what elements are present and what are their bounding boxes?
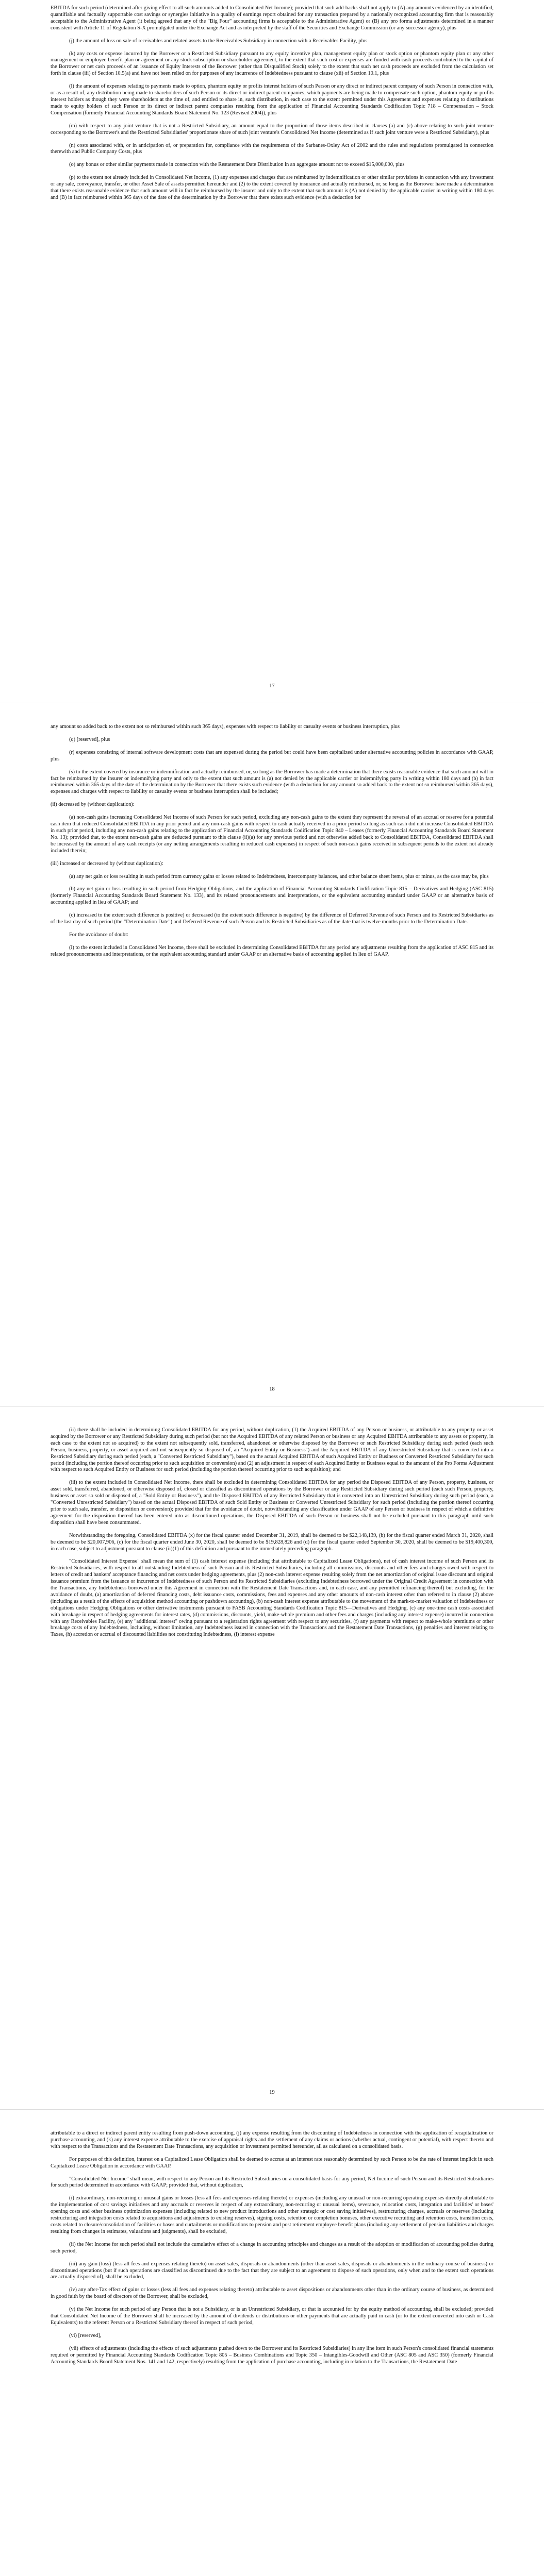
paragraph: (o) any bonus or other similar payments made in connection with the Restatement Date Distribution in an aggregate amount not to exceed $15,000,000, plus [69, 162, 405, 168]
paragraph: (v) the Net Income for such period of any Person that is not a Subsidiary, or is an Unrestricted Subsidiary, or that is accounted for by the equity method of accounting, shall be excluded; provided that Consolidated Net Income of the Borrower shall be increased by the amount of dividends or distributions or other payments that are actually paid in cash (or to the extent converted into cash or Cash Equivalents) to the referent Person or a Restricted Subsidiary thereof in respect of such period, [51, 2307, 493, 2326]
page-body [51, 1427, 493, 1645]
page-body [51, 2130, 493, 2371]
page-number: 17 [269, 683, 275, 689]
document-page-19 [0, 1406, 544, 2110]
paragraph: "Consolidated Interest Expense" shall mean the sum of (1) cash interest expense (including that attributable to Capitalized Lease Obligations), net of cash interest income of such Person and its Restricted Subsidiaries, with respect to all outstanding Indebtedness of such Person and its Restricted Subsidiaries, including all commissions, discounts and other fees and charges owed with respect to letters of credit and bankers' acceptance financing and net costs under hedging agreements, plus (2) non-cash interest expense resulting solely from the net amortization of original issue discount and original issuance premium from the issuance or incurrence of Indebtedness of such Person and its Restricted Subsidiaries (excluding Indebtedness borrowed under the Original Credit Agreement in connection with the Transactions, any Indebtedness borrowed under this Agreement in connection with the Restatement Date Transactions and, in each case, and any permitted refinancing thereof) but excluding, for the avoidance of doubt, (a) amortization of deferred financing costs, debt issuance costs, commissions, fees and expenses and any other amounts of non-cash interest other than referred to in clause (2) above (including as a result of the effects of acquisition method accounting or pushdown accounting), (b) non-cash interest expense attributable to the movement of the mark-to-market valuation of Indebtedness or obligations under Hedging Obligations or other derivative instruments pursuant to FASB Accounting Standards Codification Topic 815—Derivatives and Hedging, (c) any one-time cash costs associated with breakage in respect of hedging agreements for interest rates, (d) commissions, discounts, yield, make-whole premium and other fees and charges (including any interest expense) incurred in connection with any Receivables Facility, (e) any "additional interest" owing pursuant to a registration rights agreement with respect to any securities, (f) any payments with respect to make-whole premiums or other breakage costs of any Indebtedness, including, without limitation, any Indebtedness issued in connection with the Transactions and the Restatement Date Transactions, (g) penalties and interest relating to Taxes, (h) accretion or accrual of discounted liabilities not constituting Indebtedness, (i) interest expense [51, 1558, 493, 1638]
paragraph: (m) with respect to any joint venture that is not a Restricted Subsidiary, an amount equal to the proportion of those items described in clauses (a) and (c) above relating to such joint venture corresponding to the Borrower's and the Restricted Subsidiaries' proportionate share of such joint venture's Consolidated Net Income (determined as if such joint venture were a Restricted Subsidiary), plus [51, 123, 493, 135]
page-body [51, 724, 493, 964]
paragraph: (i) extraordinary, non-recurring or unusual gains or losses (less all fees and expenses relating thereto) or expenses (including any unusual or non-recurring operating expenses directly attributable to the implementation of cost savings initiatives and any accruals or reserves in respect of any extraordinary, non-recurring or unusual items), severance, relocation costs, integration and facilities' or bases' opening costs and other business optimization expenses (including related to new product introductions and other strategic or cost saving initiatives), restructuring charges, accruals or reserves (including restructuring and integration costs related to acquisitions and adjustments to existing reserves), signing costs, retention or completion bonuses, other executive recruiting and retention costs, transition costs, costs related to closure/consolidation of facilities or bases and curtailments or modifications to pension and post retirement employee benefit plans (including any settlement of pension liabilities and charges resulting from changes in estimates, valuations and judgments), shall be excluded, [51, 2195, 493, 2234]
paragraph: (iii) any gain (loss) (less all fees and expenses relating thereto) on asset sales, disposals or abandonments (other than asset sales, disposals or abandonments in the ordinary course of business) or discontinued operations (but if such operations are classified as discontinued due to the fact that they are subject to an agreement to dispose of such operations, only when and to the extent such operations are actually disposed of), shall be excluded, [51, 2261, 493, 2280]
paragraph: (a) non-cash gains increasing Consolidated Net Income of such Person for such period, excluding any non-cash gains to the extent they represent the reversal of an accrual or reserve for a potential cash item that reduced Consolidated EBITDA in any prior period and any non-cash gains with respect to cash actually received in a prior period so long as such cash did not increase Consolidated EBITDA in such prior period, including any non-cash gains relating to the application of Financial Accounting Standards Codification Topic 840 – Leases (formerly Financial Accounting Standards Board Statement No. 13); provided that, to the extent non-cash gains are deducted pursuant to this clause (ii)(a) for any previous period and not otherwise added back to Consolidated EBITDA, Consolidated EBITDA shall be increased by the amount of any cash receipts (or any netting arrangements resulting in reduced cash expenses) in respect of such non-cash gains received in subsequent periods to the extent not already included therein; [51, 815, 493, 854]
paragraph: (ii) there shall be included in determining Consolidated EBITDA for any period, without duplication, (1) the Acquired EBITDA of any Person or business, or attributable to any property or asset acquired by the Borrower or any Restricted Subsidiary during such period (but not the Acquired EBITDA of any related Person or business or any Acquired EBITDA attributable to any assets or property, in each case to the extent not so acquired) to the extent not subsequently sold, transferred, abandoned or otherwise disposed by the Borrower or such Restricted Subsidiary during such period (each such Person, business, property, or asset acquired and not subsequently so disposed of, an "Acquired Entity or Business") and the Acquired EBITDA of any Unrestricted Subsidiary that is converted into a Restricted Subsidiary during such period (each, a "Converted Restricted Subsidiary"), based on the actual Acquired EBITDA of such Acquired Entity or Business or Converted Restricted Subsidiary for such period (including the portion thereof occurring prior to such acquisition or conversion) and (2) an adjustment in respect of each Acquired Entity or Business equal to the amount of the Pro Forma Adjustment with respect to such Acquired Entity or Business for such period (including the portion thereof occurring prior to such acquisition); and [51, 1427, 493, 1473]
paragraph: (k) any costs or expense incurred by the Borrower or a Restricted Subsidiary pursuant to any equity incentive plan, management equity plan or stock option or phantom equity plan or any other management or employee benefit plan or agreement or any stock subscription or shareholder agreement, to the extent that such cost or expenses are funded with cash proceeds contributed to the capital of the Borrower or net cash proceeds of an issuance of Equity Interests of the Borrower (other than Disqualified Stock) solely to the extent that such net cash proceeds are excluded from the calculation set forth in clause (iii) of Section 10.5(a) and have not been relied on for purposes of any incurrence of Indebtedness pursuant to clause (xii) of Section 10.1, plus [51, 50, 493, 77]
paragraph: (j) the amount of loss on sale of receivables and related assets to the Receivables Subsidiary in connection with a Receivables Facility, plus [69, 38, 368, 44]
document-page-20 [0, 2110, 544, 2576]
paragraph: EBITDA for such period (determined after giving effect to all such amounts added to Consolidated Net Income); provided that such add-backs shall not apply to (A) any amounts evidenced by an identified, quantifiable and factually supportable cost savings or synergies initiative in a quality of earnings report obtained for any transaction prepared by a nationally recognized accounting firm that is reasonably acceptable to the Administrative Agent (it being agreed that any of the "Big Four" accounting firms is acceptable to the Administrative Agent) or (B) any pro forma adjustments determined in a manner consistent with Article 11 of Regulation S-X promulgated under the Exchange Act and as interpreted by the staff of the Securities and Exchange Commission (or any successor agency), plus [51, 5, 493, 31]
paragraph: (p) to the extent not already included in Consolidated Net Income, (1) any expenses and charges that are reimbursed by indemnification or other similar provisions in connection with any investment or any sale, conveyance, transfer, or other Asset Sale of assets permitted hereunder and (2) to the extent covered by insurance and actually reimbursed, or, so long as the Borrower have made a determination that there exists reasonable evidence that such amount will in fact be reimbursed by the insurer and only to the extent that such amount is (A) not denied by the applicable carrier in writing within 180 days and (B) in fact reimbursed within 365 days of the date of the determination by the Borrower that there exists such evidence (with a deduction for [51, 175, 493, 200]
paragraph: For the avoidance of doubt: [69, 931, 128, 938]
paragraph: (l) the amount of expenses relating to payments made to option, phantom equity or profits interest holders of such Person or any direct or indirect parent company of such Person in connection with, or as a result of, any distribution being made to shareholders of such Person or its direct or indirect parent companies, which payments are being made to compensate such option, phantom equity or profits interest holders as though they were shareholders at the time of, and entitled to share in, such distribution, in each case to the extent permitted under this Agreement and expenses relating to distributions made to equity holders of such Person or its direct or indirect parent companies resulting from the application of Financial Accounting Standards Codification Topic 718 – Compensation – Stock Compensation (formerly Financial Accounting Standards Board Statement No. 123 (Revised 2004)), plus [51, 83, 493, 116]
paragraph: For purposes of this definition, interest on a Capitalized Lease Obligation shall be deemed to accrue at an interest rate reasonably determined by such Person to be the rate of interest implicit in such Capitalized Lease Obligation in accordance with GAAP. [51, 2156, 493, 2169]
paragraph: (q) [reserved], plus [69, 736, 110, 742]
paragraph: (i) to the extent included in Consolidated Net Income, there shall be excluded in determining Consolidated EBITDA for any period any adjustments resulting from the application of ASC 815 and its related pronouncements and interpretations, or the equivalent accounting standard under GAAP or an alternative basis of accounting applied in lieu of GAAP, [51, 944, 493, 957]
paragraph: (n) costs associated with, or in anticipation of, or preparation for, compliance with the requirements of the Sarbanes-Oxley Act of 2002 and the rules and regulations promulgated in connection therewith and Public Company Costs, plus [51, 142, 493, 155]
paragraph: attributable to a direct or indirect parent entity resulting from push-down accounting, (j) any expense resulting from the discounting of Indebtedness in connection with the application of recapitalization or purchase accounting, and (k) any interest expense attributable to the exercise of appraisal rights and the settlement of any claims or actions (whether actual, contingent or potential), with respect thereto and with respect to the Transactions and the Restatement Date Transactions, any acquisition or Investment permitted hereunder, all as calculated on a consolidated basis. [51, 2130, 493, 2149]
paragraph: (c) increased to the extent such difference is positive) or decreased (to the extent such difference is negative) by the difference of Deferred Revenue of such Person and its Restricted Subsidiaries as of the last day of such period (the "Determination Date") and Deferred Revenue of such Person and its Restricted Subsidiaries as of the date that is twelve months prior to the Determination Date. [51, 912, 493, 925]
paragraph: (ii) the Net Income for such period shall not include the cumulative effect of a change in accounting principles and changes as a result of the adoption or modification of accounting policies during such period, [51, 2241, 493, 2254]
paragraph: "Consolidated Net Income" shall mean, with respect to any Person and its Restricted Subsidiaries on a consolidated basis for any period, Net Income of such Person and its Restricted Subsidiaries for such period determined in accordance with GAAP; provided that, without duplication, [51, 2176, 493, 2189]
paragraph: (a) any net gain or loss resulting in such period from currency gains or losses related to Indebtedness, intercompany balances, and other balance sheet items, plus or minus, as the case may be, plus [69, 873, 489, 879]
page-number: 19 [269, 2090, 275, 2095]
paragraph: (iv) any after-Tax effect of gains or losses (less all fees and expenses relating thereto) attributable to asset dispositions or abandonments other than in the ordinary course of business, as determined in good faith by the board of directors of the Borrower, shall be excluded, [51, 2287, 493, 2300]
paragraph: (vi) [reserved], [69, 2332, 102, 2338]
paragraph: Notwithstanding the foregoing, Consolidated EBITDA (x) for the fiscal quarter ended December 31, 2019, shall be deemed to be $22,148,139, (b) for the fiscal quarter ended March 31, 2020, shall be deemed to be $20,007,906, (c) for the fiscal quarter ended June 30, 2020, shall be deemed to be $19,828,826 and (d) for the fiscal quarter ended September 30, 2020, shall be deemed to be $19,400,300, in each case, subject to adjustment pursuant to clause (ii)(1) of this definition and pursuant to the immediately preceding paragraph. [51, 1532, 493, 1552]
paragraph: (s) to the extent covered by insurance or indemnification and actually reimbursed, or, so long as the Borrower has made a determination that there exists reasonable evidence that such amount will in fact be reimbursed by the insurer or indemnifying party and only to the extent that such amount is (a) not denied by the applicable carrier or indemnifying party in writing within 180 days and (b) in fact reimbursed within 365 days of the date of the determination by the Borrower that there exists such evidence (with a deduction for any amount so added back to the extent not so reimbursed within 365 days), expenses and charges with respect to liability or casualty events or business interruption shall be included; [51, 769, 493, 795]
paragraph: (vii) effects of adjustments (including the effects of such adjustments pushed down to the Borrower and its Restricted Subsidiaries) in any line item in such Person's consolidated financial statements required or permitted by Financial Accounting Standards Codification Topic 805 – Business Combinations and Topic 350 – Intangibles-Goodwill and Other (ASC 805 and ASC 350) (formerly Financial Accounting Standards Board Statement Nos. 141 and 142, respectively) resulting from the application of purchase accounting, including in relation to the Transactions, the Restatement Date [51, 2345, 493, 2365]
page-body [51, 5, 493, 208]
paragraph: (b) any net gain or loss resulting in such period from Hedging Obligations, and the application of Financial Accounting Standards Codification Topic 815 – Derivatives and Hedging (ASC 815) (formerly Financial Accounting Standards Board Statement No. 133), and its related pronouncements and interpretations, or the equivalent accounting standard under GAAP or an alternative basis of accounting applied in lieu of GAAP; and [51, 886, 493, 906]
page-number: 18 [269, 1386, 275, 1392]
document-page-18 [0, 703, 544, 1406]
paragraph: any amount so added back to the extent not so reimbursed within such 365 days), expenses with respect to liability or casualty events or business interruption, plus [51, 724, 400, 730]
paragraph: (r) expenses consisting of internal software development costs that are expensed during the period but could have been capitalized under alternative accounting policies in accordance with GAAP, plus [51, 749, 493, 762]
paragraph: (iii) increased or decreased by (without duplication): [51, 860, 163, 867]
document-page-17 [0, 0, 544, 703]
paragraph: (iii) to the extent included in Consolidated Net Income, there shall be excluded in determining Consolidated EBITDA for any period the Disposed EBITDA of any Person, property, business, or asset sold, transferred, abandoned, or otherwise disposed of, closed or classified as discontinued operations by the Borrower or any Restricted Subsidiary during such period (each such Person, property, business or asset so sold or disposed of, a "Sold Entity or Business"), and the Disposed EBITDA of any Restricted Subsidiary that is converted into an Unrestricted Subsidiary during such period (each, a "Converted Unrestricted Subsidiary") based on the actual Disposed EBITDA of such Sold Entity or Business or Converted Unrestricted Subsidiary for such period (including the portion thereof occurring prior to such sale, transfer, or disposition or conversion); provided that for the avoidance of doubt, notwithstanding any classification under GAAP of any Person or business in respect of which a definitive agreement for the disposition thereof has been entered into as discontinued operations, the Disposed EBITDA of such Person or business shall not be excluded pursuant to this paragraph until such disposition shall have been consummated. [51, 1480, 493, 1526]
paragraph: (ii) decreased by (without duplication): [51, 802, 135, 808]
